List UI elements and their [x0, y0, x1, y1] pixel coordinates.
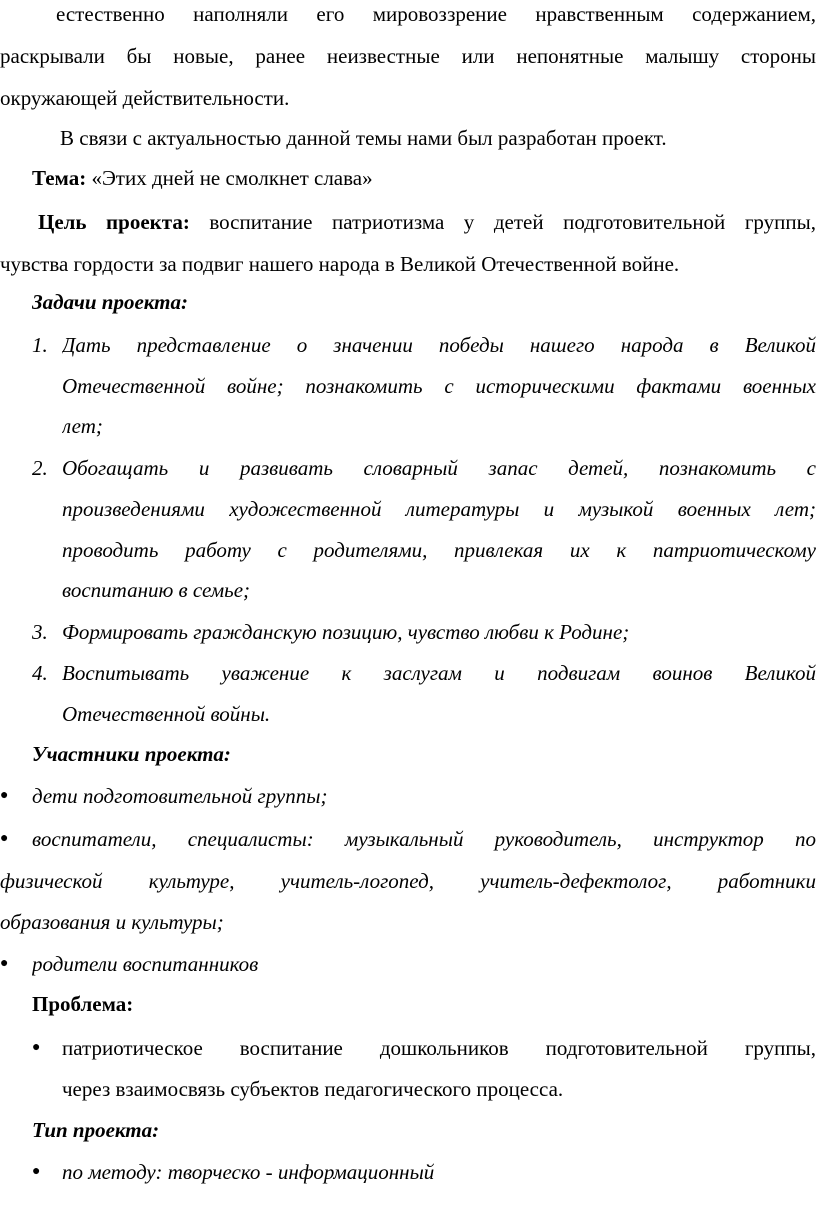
problem-line-2: через взаимосвязь субъектов педагогического процесса.: [62, 1077, 564, 1101]
theme-line: [32, 166, 816, 190]
problem-heading: Проблема:: [32, 992, 134, 1016]
task-1-line-1: Дать представление о значении победы нашего народа в Великой: [62, 333, 816, 357]
goal-label: Цель проекта:: [38, 210, 190, 234]
participant-item-2-line-2: физической культуре, учитель-логопед, учитель-дефектолог, работники: [0, 869, 816, 893]
participants-heading: Участники проекта:: [32, 742, 231, 766]
intro-line-2: раскрывали бы новые, ранее неизвестные или непонятные малышу стороны: [0, 44, 816, 68]
task-4-line-2: Отечественной войны.: [62, 702, 271, 726]
task-3-number: 3.: [32, 620, 48, 644]
type-item-1: по методу: творческо - информационный: [62, 1160, 435, 1184]
goal-line-1: [38, 210, 816, 234]
bullet-icon: ●: [0, 788, 9, 803]
task-2-line-4: воспитанию в семье;: [62, 578, 251, 602]
task-3-line-1: Формировать гражданскую позицию, чувство любви к Родине;: [62, 620, 630, 644]
task-2-number: 2.: [32, 456, 48, 480]
goal-text-1: воспитание патриотизма у детей подготовительной группы,: [209, 210, 816, 234]
type-heading: Тип проекта:: [32, 1118, 160, 1142]
task-1-line-3: лет;: [62, 414, 103, 438]
participant-item-1: дети подготовительной группы;: [32, 784, 328, 808]
task-2-line-3: проводить работу с родителями, привлекая их к патриотическому: [62, 538, 816, 562]
bullet-icon: ●: [32, 1164, 41, 1179]
developed-sentence: В связи с актуальностью данной темы нами был разработан проект.: [60, 126, 667, 150]
goal-line-2: чувства гордости за подвиг нашего народа в Великой Отечественной войне.: [0, 252, 680, 276]
task-4-line-1: Воспитывать уважение к заслугам и подвигам воинов Великой: [62, 661, 816, 685]
participant-item-2-line-1: воспитатели, специалисты: музыкальный руководитель, инструктор по: [32, 827, 816, 851]
tasks-heading: Задачи проекта:: [32, 290, 188, 314]
intro-line-3: окружающей действительности.: [0, 86, 290, 110]
theme-label: Тема:: [32, 166, 87, 190]
problem-line-1: патриотическое воспитание дошкольников подготовительной группы,: [62, 1036, 816, 1060]
task-1-line-2: Отечественной войне; познакомить с историческими фактами военных: [62, 374, 816, 398]
task-4-number: 4.: [32, 661, 48, 685]
bullet-icon: ●: [0, 956, 9, 971]
bullet-icon: ●: [32, 1040, 41, 1055]
task-1-number: 1.: [32, 333, 48, 357]
participant-item-2-line-3: образования и культуры;: [0, 910, 224, 934]
task-2-line-2: произведениями художественной литературы и музыкой военных лет;: [62, 497, 816, 521]
task-2-line-1: Обогащать и развивать словарный запас детей, познакомить с: [62, 456, 816, 480]
participant-item-3: родители воспитанников: [32, 952, 259, 976]
intro-line-1: естественно наполняли его мировоззрение нравственным содержанием,: [56, 2, 816, 26]
theme-value: «Этих дней не смолкнет слава»: [91, 166, 373, 190]
bullet-icon: ●: [0, 831, 9, 846]
